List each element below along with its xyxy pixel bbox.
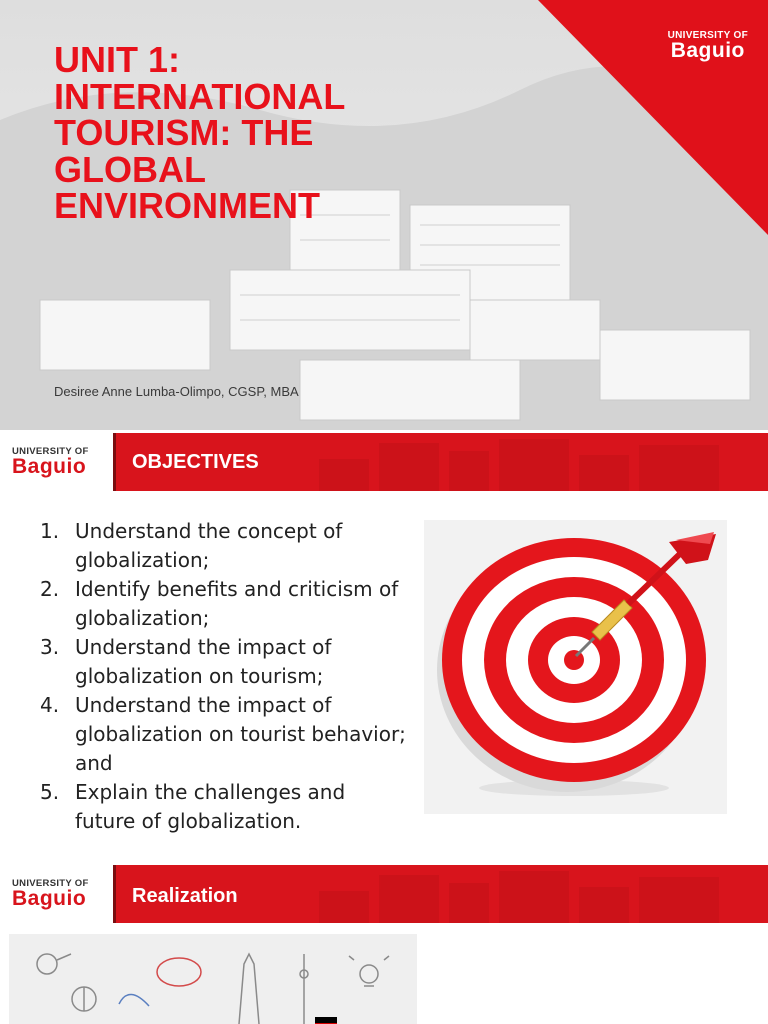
list-item-number: 5. [40, 780, 60, 804]
travel-doodle-illustration [9, 934, 417, 1024]
author-name: Desiree Anne Lumba-Olimpo, CGSP, MBA [54, 384, 299, 399]
title-slide [0, 0, 768, 430]
target-image-card [424, 520, 727, 814]
university-logo [668, 30, 748, 61]
university-logo [12, 446, 89, 477]
list-item [40, 517, 410, 575]
logo-line2: Baguio [12, 455, 87, 478]
dartboard-target-icon [424, 520, 727, 814]
list-item-text: Understand the impact of globalization on tourist behavior; and [75, 693, 406, 775]
list-item-number: 4. [40, 693, 60, 717]
slide-header-bar [0, 865, 768, 923]
list-item-number: 2. [40, 577, 60, 601]
header-logo-box [0, 865, 116, 923]
list-item [40, 691, 410, 778]
list-item [40, 778, 410, 836]
logo-line1: UNIVERSITY OF [667, 30, 748, 41]
list-item [40, 633, 410, 691]
slide-title: UNIT 1: INTERNATIONAL TOURISM: THE GLOBAL ENVIRONMENT [54, 39, 346, 226]
slide-heading: OBJECTIVES [132, 451, 259, 473]
list-item-text: Understand the concept of globalization; [75, 519, 343, 572]
realization-slide [0, 865, 768, 1024]
logo-line2: Baguio [12, 887, 87, 910]
university-logo [12, 878, 89, 909]
list-item-text: Explain the challenges and future of globalization. [75, 780, 346, 833]
objectives-list [40, 517, 410, 836]
list-item-text: Understand the impact of globalization on tourism; [75, 635, 332, 688]
logo-line1: UNIVERSITY OF [12, 446, 89, 457]
list-item [40, 575, 410, 633]
list-item-number: 3. [40, 635, 60, 659]
slide-header-bar [0, 433, 768, 491]
list-item-text: Identify benefits and criticism of globalization; [75, 577, 399, 630]
list-item-number: 1. [40, 519, 60, 543]
objectives-slide [0, 433, 768, 859]
header-logo-box [0, 433, 116, 491]
slide-heading: Realization [132, 885, 238, 907]
travel-doodle-icon [9, 934, 417, 1024]
logo-line2: Baguio [670, 39, 745, 62]
logo-line1: UNIVERSITY OF [12, 878, 89, 889]
